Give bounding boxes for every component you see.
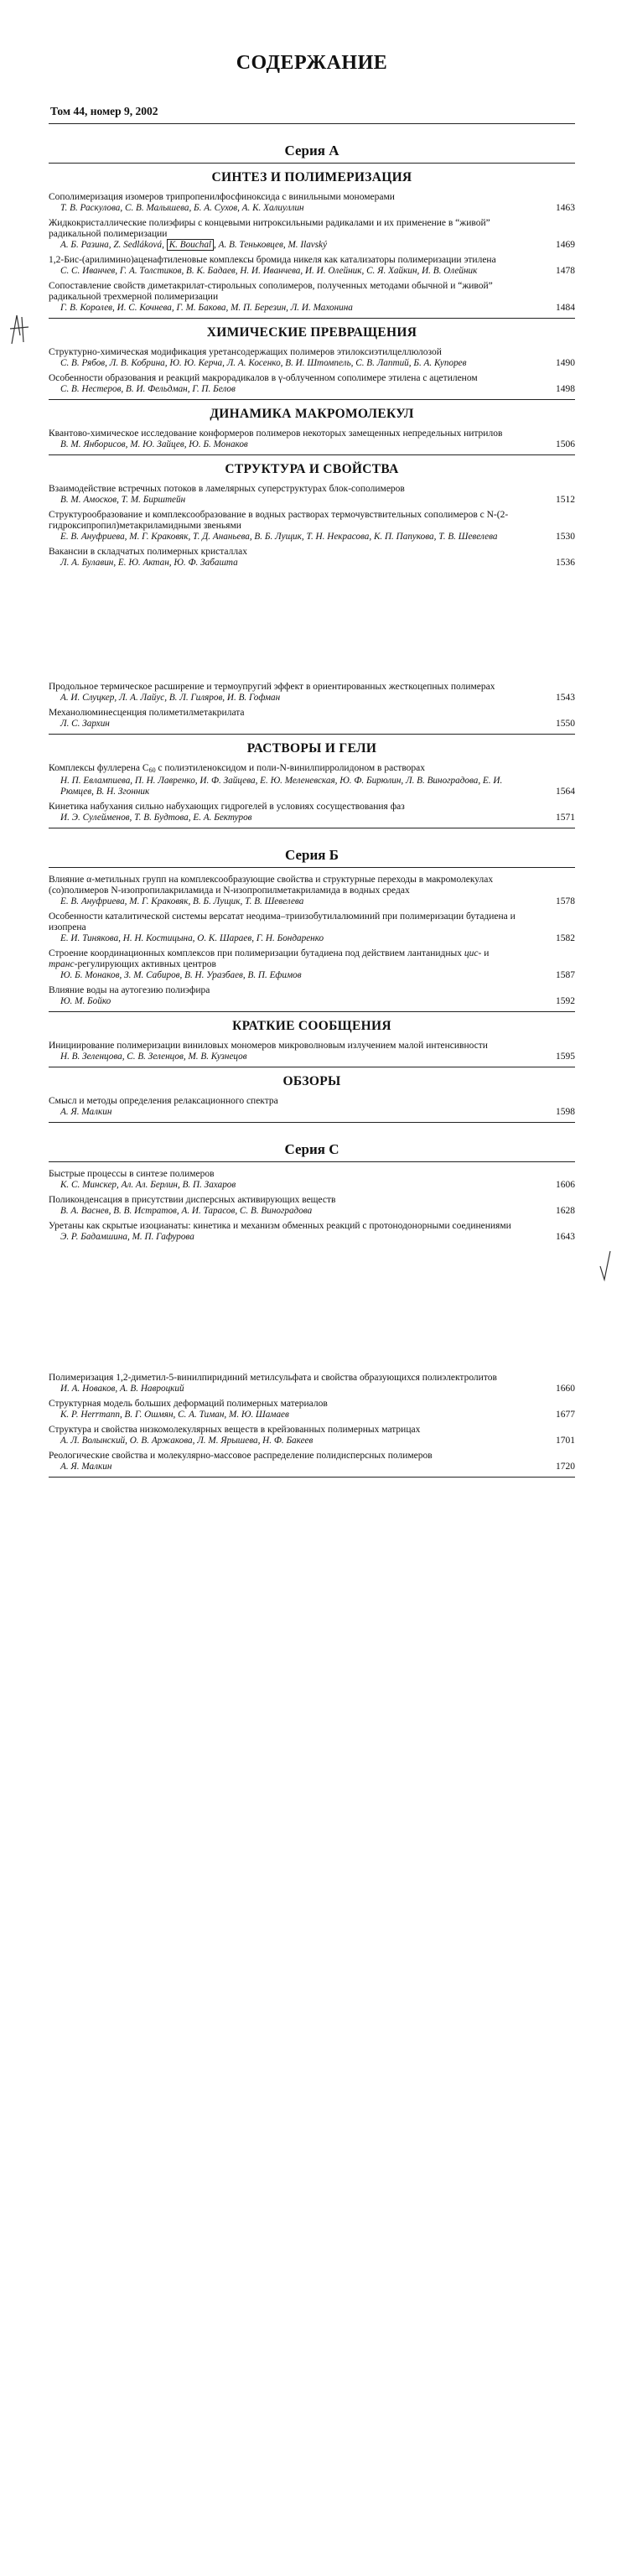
entry-title: 1,2-Бис-(арилимино)аценафтиленовые комплексы бромида никеля как катализаторы полимеризации этилена bbox=[49, 255, 496, 265]
contents-page bbox=[49, 52, 575, 1478]
divider bbox=[49, 454, 575, 455]
entry-page: 1490 bbox=[556, 358, 575, 368]
divider bbox=[49, 1477, 575, 1478]
divider bbox=[49, 318, 575, 319]
entry-title: Взаимодействие встречных потоков в ламелярных суперструктурах блок-сополимеров bbox=[49, 484, 405, 494]
entry-authors: С. С. Иванчев, Г. А. Толстиков, В. К. Бадаев, Н. И. Иванчева, И. И. Олейник, С. Я. Хайкин, И. В. Олейник bbox=[60, 266, 478, 276]
entry-authors: И. Э. Сулейменов, Т. В. Будтова, Е. А. Бектуров bbox=[60, 813, 252, 823]
entry-authors: С. В. Нестеров, В. И. Фельдман, Г. П. Белов bbox=[60, 384, 236, 394]
toc-entry bbox=[49, 682, 575, 704]
entry-title: Продольное термическое расширение и термоупругий эффект в ориентированных жесткоцепных полимерах bbox=[49, 682, 495, 692]
entry-title: Структурно-химическая модификация уретансодержащих полимеров этилоксиэтилцеллюлозой bbox=[49, 347, 442, 357]
entry-title: Поликонденсация в присутствии дисперсных активирующих веществ bbox=[49, 1195, 336, 1205]
entry-page: 1677 bbox=[556, 1410, 575, 1420]
entry-authors: С. В. Рябов, Л. В. Кобрина, Ю. Ю. Керча, Л. А. Косенко, В. И. Штомпель, С. В. Лаптий, Б. А. Купорев bbox=[60, 358, 467, 368]
entry-authors: Т. В. Раскулова, С. В. Малышева, Б. А. Сухов, А. К. Халиуллин bbox=[60, 203, 304, 213]
entry-page: 1582 bbox=[556, 933, 575, 943]
toc-entry bbox=[49, 708, 575, 730]
issue-info: Том 44, номер 9, 2002 bbox=[50, 105, 158, 117]
section-title: ДИНАМИКА МАКРОМОЛЕКУЛ bbox=[210, 407, 414, 421]
blank-space bbox=[49, 1247, 575, 1373]
entry-authors: А. Я. Малкин bbox=[60, 1107, 112, 1117]
entry-authors: В. М. Янборисов, М. Ю. Зайцев, Ю. Б. Монаков bbox=[60, 439, 248, 449]
entry-authors: Е. И. Тинякова, Н. Н. Костицына, О. К. Шараев, Г. Н. Бондаренко bbox=[60, 933, 324, 943]
boxed-author: K. Bouchal bbox=[167, 239, 214, 251]
toc-entry bbox=[49, 1096, 575, 1118]
entry-page: 1550 bbox=[556, 719, 575, 729]
entry-page: 1595 bbox=[556, 1052, 575, 1062]
entry-page: 1484 bbox=[556, 303, 575, 313]
entry-title: Реологические свойства и молекулярно-массовое распределение полидисперсных полимеров bbox=[49, 1451, 433, 1461]
toc-entry bbox=[49, 218, 575, 251]
entry-page: 1530 bbox=[556, 532, 575, 542]
entry-authors: А. И. Слуцкер, Л. А. Лайус, В. Л. Гиляров, И. В. Гофман bbox=[60, 693, 281, 703]
toc-entry bbox=[49, 484, 575, 506]
section-title: СТРУКТУРА И СВОЙСТВА bbox=[225, 462, 399, 476]
divider bbox=[49, 399, 575, 400]
entry-page: 1512 bbox=[556, 495, 575, 505]
entry-title: Особенности каталитической системы версатат неодима–триизобутилалюминий при полимеризации бутадиена и изопрена bbox=[49, 911, 516, 932]
entry-title: Жидкокристаллические полиэфиры с концевыми нитроксильными радикалами и их применение в “живой” радикальной полимеризации bbox=[49, 218, 490, 239]
toc-entry bbox=[49, 1221, 575, 1243]
toc-entry bbox=[49, 1195, 575, 1217]
entry-authors: И. А. Новаков, А. В. Навроцкий bbox=[60, 1384, 184, 1394]
divider bbox=[49, 734, 575, 735]
entry-page: 1463 bbox=[556, 203, 575, 213]
entry-title: Комплексы фуллерена $C_{60}$ с полиэтиленоксидом и поли-N-винилпирролидоном в растворах bbox=[49, 763, 426, 774]
entry-page: 1606 bbox=[556, 1180, 575, 1190]
blank-space bbox=[49, 573, 575, 682]
toc-entry bbox=[49, 1451, 575, 1472]
entry-page: 1592 bbox=[556, 996, 575, 1006]
entry-authors: Ю. Б. Монаков, З. М. Сабиров, В. Н. Уразбаев, В. П. Ефимов bbox=[60, 970, 302, 980]
entry-page: 1571 bbox=[556, 813, 575, 823]
toc-entry bbox=[49, 255, 575, 277]
toc-entry bbox=[49, 1373, 575, 1394]
entry-page: 1469 bbox=[556, 240, 575, 250]
toc-entry bbox=[49, 373, 575, 395]
entry-authors: Ю. М. Бойко bbox=[60, 996, 111, 1006]
entry-title: Структурная модель больших деформаций полимерных материалов bbox=[49, 1399, 328, 1409]
divider bbox=[49, 163, 575, 164]
section-title: РАСТВОРЫ И ГЕЛИ bbox=[246, 741, 377, 756]
entry-authors: Э. Р. Бадамшина, М. П. Гафурова bbox=[60, 1232, 194, 1242]
toc-entry bbox=[49, 948, 575, 981]
toc-entry bbox=[49, 1425, 575, 1446]
entry-authors: Н. В. Зеленцова, С. В. Зеленцов, М. В. Кузнецов bbox=[60, 1052, 247, 1062]
entry-page: 1578 bbox=[556, 896, 575, 906]
entry-authors: Е. В. Ануфриева, М. Г. Краковяк, Т. Д. Ананьева, В. Б. Лущик, Т. Н. Некрасова, К. П. Папукова, Т. В. Шевелева bbox=[60, 532, 498, 542]
section-title: КРАТКИЕ СООБЩЕНИЯ bbox=[232, 1019, 391, 1033]
section-title: СИНТЕЗ И ПОЛИМЕРИЗАЦИЯ bbox=[211, 170, 412, 184]
entry-title: Квантово-химическое исследование конформеров полимеров некоторых замещенных непредельных нитрилов bbox=[49, 428, 503, 439]
entry-page: 1543 bbox=[556, 693, 575, 703]
entry-page: 1478 bbox=[556, 266, 575, 276]
entry-title: Влияние α-метильных групп на комплексообразующие свойства и структурные переходы в макромолекулах (со)полимеров N-изопропилакриламида и N-изопропилметакриламида в водных средах bbox=[49, 875, 494, 896]
series-a-label: Серия А bbox=[284, 143, 339, 158]
entry-title: Быстрые процессы в синтезе полимеров bbox=[49, 1169, 215, 1179]
entry-page: 1643 bbox=[556, 1232, 575, 1242]
entry-page: 1536 bbox=[556, 558, 575, 568]
toc-entry bbox=[49, 347, 575, 369]
toc-entry bbox=[49, 281, 575, 314]
toc-entry bbox=[49, 763, 575, 797]
toc-entry bbox=[49, 802, 575, 823]
entry-authors: Г. В. Королев, И. С. Кочнева, Г. М. Бакова, М. П. Березин, Л. И. Махонина bbox=[60, 303, 353, 313]
entry-title: Влияние воды на аутогезию полиэфира bbox=[49, 985, 210, 995]
series-c-label: Серия С bbox=[284, 1141, 339, 1157]
toc-entry bbox=[49, 985, 575, 1007]
toc-entry bbox=[49, 1169, 575, 1191]
entry-title: Особенности образования и реакций макрорадикалов в γ-облученном сополимере этилена с ацетиленом bbox=[49, 373, 478, 383]
entry-authors: Л. А. Булавин, Е. Ю. Актан, Ю. Ф. Забашта bbox=[60, 558, 238, 568]
page-title: СОДЕРЖАНИЕ bbox=[236, 52, 388, 74]
entry-page: 1720 bbox=[556, 1462, 575, 1472]
entry-page: 1506 bbox=[556, 439, 575, 449]
entry-authors: В. А. Васнев, В. В. Истратов, А. И. Тарасов, С. В. Виноградова bbox=[60, 1206, 313, 1216]
entry-title: Сопоставление свойств диметакрилат-стирольных сополимеров, полученных методами обычной и “живой” радикальной трехмерной полимеризации bbox=[49, 281, 493, 302]
entry-page: 1564 bbox=[556, 787, 575, 797]
entry-authors: А. Л. Волынский, О. В. Аржакова, Л. М. Ярышева, Н. Ф. Бакеев bbox=[60, 1436, 314, 1446]
entry-page: 1660 bbox=[556, 1384, 575, 1394]
entry-authors: А. Б. Разина, Z. Sedláková, K. Bouchal , А. В. Теньковцев, M. Ilavský bbox=[60, 240, 328, 250]
entry-authors: В. М. Амосков, Т. М. Бирштейн bbox=[60, 495, 186, 505]
toc-entry bbox=[49, 1041, 575, 1062]
entry-authors: Л. С. Зархин bbox=[60, 719, 110, 729]
entry-title: Инициирование полимеризации виниловых мономеров микроволновым излучением малой интенсивности bbox=[49, 1041, 488, 1051]
entry-title: Структурообразование и комплексообразование в водных растворах термочувствительных сополимеров с N-(2-гидроксипропил)метакриламидными звеньями bbox=[49, 510, 509, 531]
toc-entry bbox=[49, 1399, 575, 1420]
toc-entry bbox=[49, 875, 575, 907]
divider bbox=[49, 1122, 575, 1123]
handwritten-check-mark bbox=[598, 1249, 612, 1283]
entry-authors: Н. П. Евлампиева, П. Н. Лавренко, И. Ф. Зайцева, Е. Ю. Меленевская, Ю. Ф. Бирюлин, Л. В. Виноградова, Е. И. Рюмцев, В. Н. Згонник bbox=[60, 776, 503, 797]
entry-authors: К. Р. Herrmann, В. Г. Ошмян, С. А. Тиман, М. Ю. Шамаев bbox=[60, 1410, 289, 1420]
entry-title: Полимеризация 1,2-диметил-5-винилпиридиний метилсульфата и свойства образующихся полиэлектролитов bbox=[49, 1373, 497, 1383]
entry-page: 1701 bbox=[556, 1436, 575, 1446]
entry-page: 1628 bbox=[556, 1206, 575, 1216]
entry-title: Структура и свойства низкомолекулярных веществ в крейзованных полимерных матрицах bbox=[49, 1425, 421, 1435]
toc-entry bbox=[49, 192, 575, 214]
toc-entry bbox=[49, 428, 575, 450]
divider bbox=[49, 123, 575, 124]
entry-title: Кинетика набухания сильно набухающих гидрогелей в условиях сосуществования фаз bbox=[49, 802, 405, 812]
entry-authors: А. Я. Малкин bbox=[60, 1462, 112, 1472]
entry-page: 1498 bbox=[556, 384, 575, 394]
section-title: ОБЗОРЫ bbox=[282, 1074, 341, 1088]
entry-title: Строение координационных комплексов при полимеризации бутадиена под действием лантанидных цис- и транс-регулирующих активных центров bbox=[49, 948, 490, 969]
section-title: ХИМИЧЕСКИЕ ПРЕВРАЩЕНИЯ bbox=[206, 325, 417, 340]
toc-entry bbox=[49, 510, 575, 543]
entry-title: Механолюминесценция полиметилметакрилата bbox=[49, 708, 245, 718]
handwritten-margin-mark bbox=[7, 310, 32, 349]
entry-page: 1587 bbox=[556, 970, 575, 980]
entry-title: Вакансии в складчатых полимерных кристаллах bbox=[49, 547, 247, 557]
entry-authors: К. С. Минскер, Ал. Ал. Берлин, В. П. Захаров bbox=[60, 1180, 236, 1190]
toc-entry bbox=[49, 911, 575, 944]
entry-title: Уретаны как скрытые изоцианаты: кинетика и механизм обменных реакций с протонодонорными соединениями bbox=[49, 1221, 511, 1231]
entry-title: Смысл и методы определения релаксационного спектра bbox=[49, 1096, 278, 1106]
series-b-label: Серия Б bbox=[285, 847, 339, 863]
entry-page: 1598 bbox=[556, 1107, 575, 1117]
toc-entry bbox=[49, 547, 575, 569]
entry-title: Сополимеризация изомеров трипропенилфосфиноксида с винильными мономерами bbox=[49, 192, 395, 202]
entry-authors: Е. В. Ануфриева, М. Г. Краковяк, В. Б. Лущик, Т. В. Шевелева bbox=[60, 896, 304, 906]
divider bbox=[49, 1011, 575, 1012]
